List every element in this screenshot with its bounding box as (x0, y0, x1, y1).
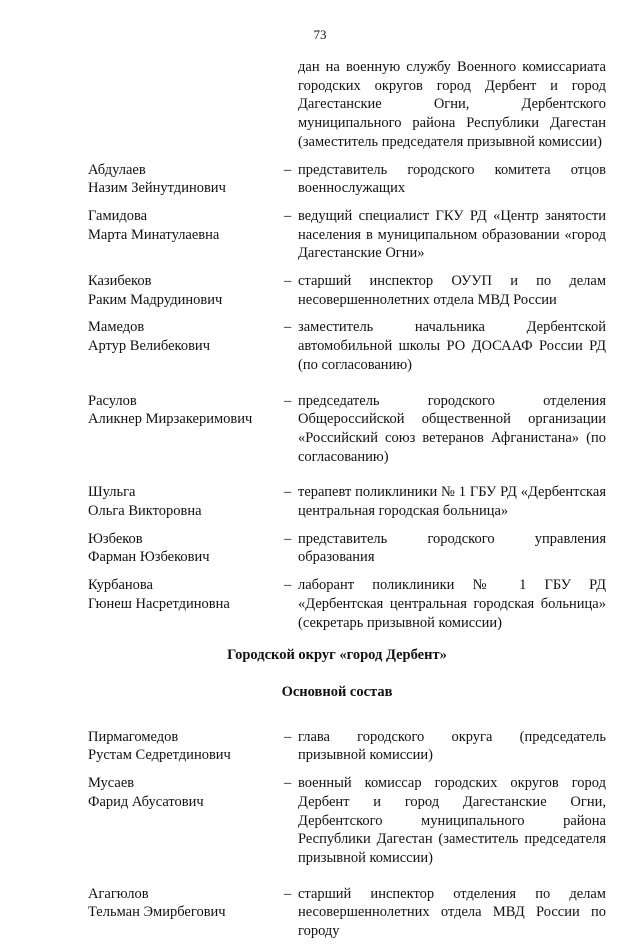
member-last-name: Пирмагомедов (88, 728, 179, 745)
member-role: глава городского округа (председатель призывной комиссии) (298, 728, 606, 764)
member-last-name: Казибеков (88, 273, 152, 290)
member-role: представитель городского комитета отцов военнослужащих (298, 161, 606, 197)
role-dash: – (284, 207, 292, 224)
member-last-name: Абдулаев (88, 161, 146, 178)
member-last-name: Шульга (88, 484, 136, 501)
member-first-name: Рустам Седретдинович (88, 747, 231, 764)
subsection-title: Основной состав (281, 683, 393, 700)
member-entry (88, 483, 606, 520)
member-first-name: Марта Минатулаевна (88, 226, 220, 243)
member-name (88, 576, 284, 632)
section-title: Городской округ «город Дербент» (227, 647, 447, 664)
member-entry (88, 728, 606, 765)
member-entry (88, 207, 606, 263)
member-first-name: Фарид Абусатович (88, 793, 204, 810)
member-role: председатель городского отделения Общероссийской общественной организации «Российский союз ветеранов Афганистана» (по согласованию) (298, 392, 606, 465)
member-entry (88, 272, 606, 309)
member-name (88, 774, 284, 868)
member-role: старший инспектор ОУУП и по делам несовершеннолетних отдела МВД России (298, 273, 606, 308)
member-role: военный комиссар городских округов город Дербент и город Дагестанские Огни, Дербентского муниципального района Республики Дагестан (заместитель председателя призывной комиссии) (298, 775, 606, 866)
member-last-name: Мусаев (88, 775, 135, 792)
member-entry (88, 392, 606, 467)
member-role: лаборант поликлиники № 1 ГБУ РД «Дербентская центральная городская больница» (секретарь призывной комиссии) (298, 577, 606, 631)
role-dash: – (284, 775, 292, 792)
member-name (88, 318, 284, 374)
member-role: терапевт поликлиники № 1 ГБУ РД «Дербентская центральная городская больница» (298, 484, 606, 520)
continued-role-text: дан на военную службу Военного комиссариата городских округов город Дербент и город Дагестанские Огни, Дербентского муниципального района Республики Дагестан (заместитель председателя призывной комиссии) (298, 59, 606, 150)
member-role: представитель городского управления образования (298, 530, 606, 566)
member-role: ведущий специалист ГКУ РД «Центр занятости населения в муниципальном образовании «город Дагестанские Огни» (298, 207, 606, 262)
member-entry (88, 774, 606, 868)
member-last-name: Расулов (88, 392, 137, 409)
member-first-name: Аликнер Мирзакеримович (88, 411, 253, 428)
role-dash: – (284, 319, 292, 336)
member-entry (88, 885, 606, 941)
role-dash: – (284, 885, 292, 902)
member-name (88, 207, 284, 263)
member-name (88, 530, 284, 567)
member-first-name: Тельман Эмирбегович (88, 904, 226, 921)
role-dash: – (284, 273, 292, 290)
member-first-name: Ольга Викторовна (88, 503, 202, 520)
member-last-name: Курбанова (88, 577, 153, 594)
member-last-name: Мамедов (88, 319, 145, 336)
role-dash: – (284, 392, 292, 409)
role-dash: – (284, 161, 292, 178)
member-name (88, 483, 284, 520)
member-role: заместитель начальника Дербентской автомобильной школы РО ДОСААФ России РД (по согласованию) (298, 319, 606, 373)
member-name (88, 161, 284, 198)
member-first-name: Фарман Юзбекович (88, 549, 210, 566)
member-last-name: Агагюлов (88, 885, 149, 902)
member-list-part2 (88, 728, 606, 941)
member-role: старший инспектор отделения по делам несовершеннолетних отдела МВД России по городу (298, 885, 606, 940)
role-dash: – (284, 484, 292, 501)
member-first-name: Артур Велибекович (88, 338, 210, 355)
role-dash: – (284, 530, 292, 547)
member-first-name: Гюнеш Насретдиновна (88, 595, 230, 612)
member-last-name: Юзбеков (88, 530, 143, 547)
page-number: 73 (313, 27, 327, 42)
member-list-part1 (88, 161, 606, 633)
member-last-name: Гамидова (88, 207, 148, 224)
member-entry (88, 576, 606, 632)
document-body (88, 58, 606, 950)
member-entry (88, 530, 606, 567)
member-first-name: Раким Мадрудинович (88, 291, 223, 308)
member-entry (88, 161, 606, 198)
member-name (88, 885, 284, 941)
member-entry (88, 318, 606, 374)
member-name (88, 272, 284, 309)
role-dash: – (284, 728, 292, 745)
member-first-name: Назим Зейнутдинович (88, 180, 226, 197)
role-dash: – (284, 577, 292, 594)
member-name (88, 728, 284, 765)
member-name (88, 392, 284, 467)
